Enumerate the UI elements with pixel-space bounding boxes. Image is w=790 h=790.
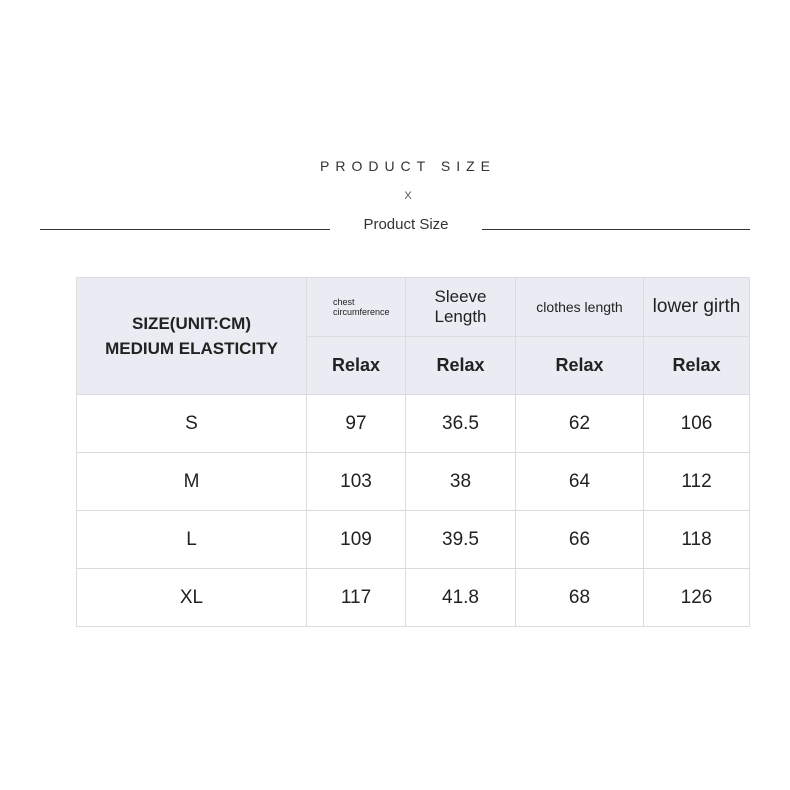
table-header-row bbox=[77, 278, 750, 337]
value-cell: 106 bbox=[644, 395, 750, 453]
column-header-clothes-length bbox=[516, 278, 644, 337]
fit-label-sleeve: Relax bbox=[406, 337, 516, 395]
size-cell: M bbox=[77, 453, 307, 511]
title-separator: X bbox=[404, 190, 412, 202]
table-row bbox=[77, 511, 750, 569]
product-size-title: PRODUCT SIZE bbox=[320, 158, 496, 174]
corner-elasticity-label: MEDIUM ELASTICITY bbox=[105, 339, 278, 358]
value-cell: 109 bbox=[307, 511, 406, 569]
value-cell: 39.5 bbox=[406, 511, 516, 569]
table-row bbox=[77, 453, 750, 511]
column-header-label: chest bbox=[333, 297, 355, 307]
divider-right bbox=[482, 229, 750, 230]
table-corner-cell bbox=[77, 278, 307, 395]
column-header-chest bbox=[307, 278, 406, 337]
column-header-label: lower girth bbox=[652, 296, 741, 317]
value-cell: 66 bbox=[516, 511, 644, 569]
corner-unit-label: SIZE(UNIT:CM) bbox=[132, 314, 251, 333]
fit-label-chest: Relax bbox=[307, 337, 406, 395]
divider-left bbox=[40, 229, 330, 230]
column-header-sleeve bbox=[406, 278, 516, 337]
value-cell: 41.8 bbox=[406, 569, 516, 627]
value-cell: 64 bbox=[516, 453, 644, 511]
fit-label-lower-girth: Relax bbox=[644, 337, 750, 395]
size-cell: L bbox=[77, 511, 307, 569]
table-row bbox=[77, 569, 750, 627]
column-header-label: circumference bbox=[333, 307, 390, 317]
value-cell: 62 bbox=[516, 395, 644, 453]
column-header-lower-girth bbox=[644, 278, 750, 337]
value-cell: 117 bbox=[307, 569, 406, 627]
fit-label-clothes-length: Relax bbox=[516, 337, 644, 395]
table-row bbox=[77, 395, 750, 453]
value-cell: 126 bbox=[644, 569, 750, 627]
value-cell: 103 bbox=[307, 453, 406, 511]
column-header-label: Length bbox=[434, 307, 487, 326]
column-header-label: Sleeve bbox=[434, 287, 487, 306]
value-cell: 38 bbox=[406, 453, 516, 511]
size-cell: XL bbox=[77, 569, 307, 627]
column-header-label: clothes length bbox=[536, 299, 623, 315]
product-size-subtitle: Product Size bbox=[363, 216, 449, 233]
value-cell: 112 bbox=[644, 453, 750, 511]
value-cell: 97 bbox=[307, 395, 406, 453]
size-table bbox=[76, 277, 750, 627]
value-cell: 68 bbox=[516, 569, 644, 627]
size-cell: S bbox=[77, 395, 307, 453]
value-cell: 36.5 bbox=[406, 395, 516, 453]
value-cell: 118 bbox=[644, 511, 750, 569]
